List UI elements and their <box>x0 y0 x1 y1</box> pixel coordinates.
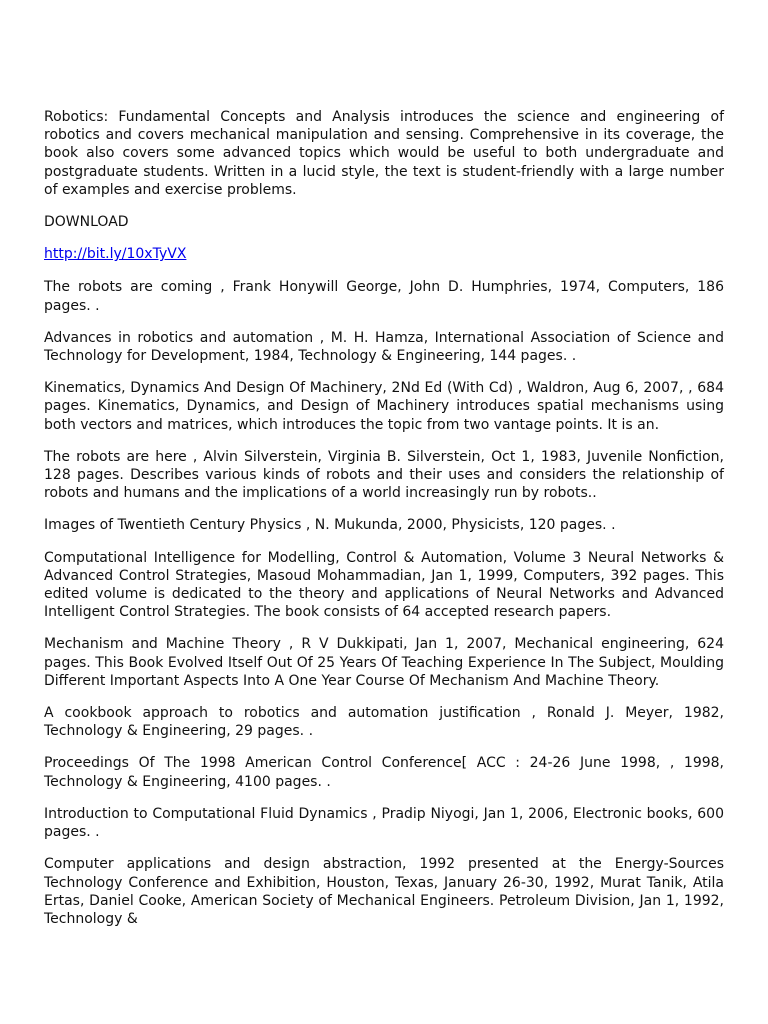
book-entry: The robots are coming , Frank Honywill George, John D. Humphries, 1974, Computers, 186 pages. . <box>44 279 724 314</box>
book-entry: A cookbook approach to robotics and automation justification , Ronald J. Meyer, 1982, Technology & Engineering, 29 pages. . <box>44 705 724 740</box>
intro-paragraph: Robotics: Fundamental Concepts and Analysis introduces the science and engineering of robotics and covers mechanical manipulation and sensing. Comprehensive in its coverage, the book also covers some advanced topics which would be useful to both undergraduate and postgraduate students. Written in a lucid style, the text is student-friendly with a large number of examples and exercise problems. <box>44 109 724 198</box>
download-link-container <box>44 245 724 263</box>
book-entry: The robots are here , Alvin Silverstein, Virginia B. Silverstein, Oct 1, 1983, Juvenile Nonfiction, 128 pages. Describes various kinds of robots and their uses and considers the relationship of robots and humans and the implications of a world increasingly run by robots.. <box>44 448 724 502</box>
document-page <box>44 108 724 942</box>
download-label: DOWNLOAD <box>44 214 129 231</box>
book-entry: Computer applications and design abstraction, 1992 presented at the Energy-Sources Technology Conference and Exhibition, Houston, Texas, January 26-30, 1992, Murat Tanik, Atila Ertas, Daniel Cooke, American Society of Mechanical Engineers. Petroleum Division, Jan 1, 1992, Technology & <box>44 856 724 927</box>
book-entry: Computational Intelligence for Modelling, Control & Automation, Volume 3 Neural Networks & Advanced Control Strategies, Masoud Mohammadian, Jan 1, 1999, Computers, 392 pages. This edited volume is dedicated to the theory and applications of Neural Networks and Advanced Intelligent Control Strategies. The book consists of 64 accepted research papers. <box>44 549 724 621</box>
book-entry: Proceedings Of The 1998 American Control Conference[ ACC : 24-26 June 1998, , 1998, Technology & Engineering, 4100 pages. . <box>44 755 724 790</box>
download-link[interactable]: http://bit.ly/10xTyVX <box>44 246 187 263</box>
book-entry: Advances in robotics and automation , M. H. Hamza, International Association of Science and Technology for Development, 1984, Technology & Engineering, 144 pages. . <box>44 329 724 365</box>
book-entry: Images of Twentieth Century Physics , N. Mukunda, 2000, Physicists, 120 pages. . <box>44 517 616 534</box>
book-entry: Introduction to Computational Fluid Dynamics , Pradip Niyogi, Jan 1, 2006, Electronic books, 600 pages. . <box>44 805 724 841</box>
book-entry: Mechanism and Machine Theory , R V Dukkipati, Jan 1, 2007, Mechanical engineering, 624 pages. This Book Evolved Itself Out Of 25 Years Of Teaching Experience In The Subject, Moulding Different Important Aspects Into A One Year Course Of Mechanism And Machine Theory. <box>44 636 724 689</box>
book-entry: Kinematics, Dynamics And Design Of Machinery, 2Nd Ed (With Cd) , Waldron, Aug 6, 2007, , 684 pages. Kinematics, Dynamics, and Design of Machinery introduces spatial mechanisms using both vectors and matrices, which introduces the topic from two vantage points. It is an. <box>44 380 724 433</box>
